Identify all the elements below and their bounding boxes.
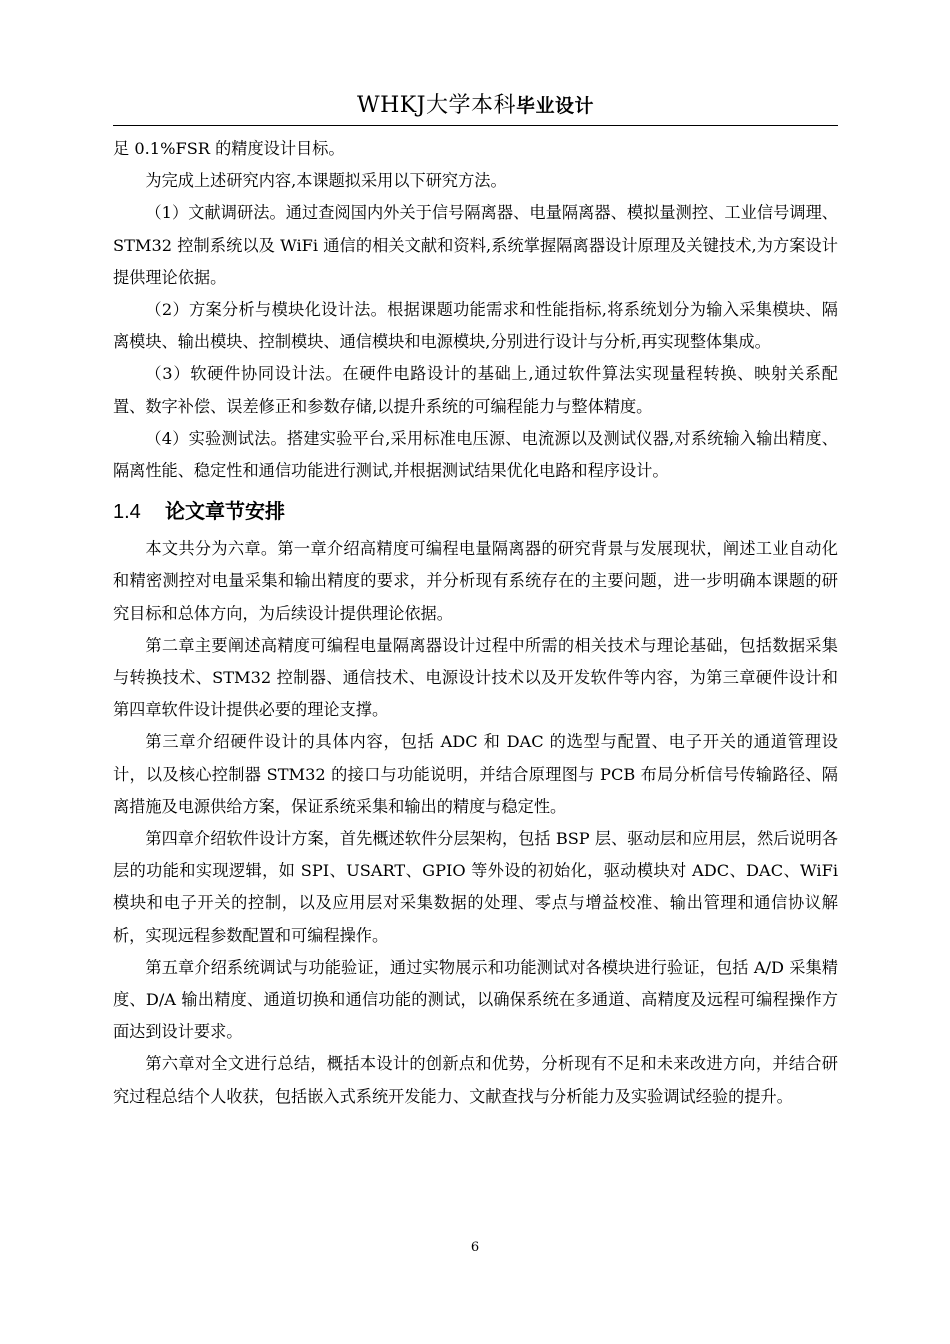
paragraph-method-4: （4）实验测试法。搭建实验平台,采用标准电压源、电流源以及测试仪器,对系统输入输出精度、隔离性能、稳定性和通信功能进行测试,并根据测试结果优化电路和程序设计。 — [113, 428, 838, 481]
paragraph-chapter-4: 第四章介绍软件设计方案，首先概述软件分层架构，包括 BSP 层、驱动层和应用层，然后说明各层的功能和实现逻辑，如 SPI、USART、GPIO 等外设的初始化，驱动模块对 ADC、DAC、WiFi 模块和电子开关的控制，以及应用层对采集数据的处理、零点与增益校准、输出管理和通信协议解析，实现远程参数配置和可编程操作。 — [113, 829, 838, 945]
paragraph-method-1: （1）文献调研法。通过查阅国内外关于信号隔离器、电量隔离器、模拟量测控、工业信号调理、STM32 控制系统以及 WiFi 通信的相关文献和资料,系统掌握隔离器设计原理及关键技术,为方案设计提供理论依据。 — [113, 203, 838, 287]
page-number: 6 — [470, 1240, 480, 1255]
paragraph-continuation: 足 0.1%FSR 的精度设计目标。 — [113, 139, 345, 158]
paragraph-methods-intro: 为完成上述研究内容,本课题拟采用以下研究方法。 — [145, 171, 507, 191]
paragraph-method-2: （2）方案分析与模块化设计法。根据课题功能需求和性能指标,将系统划分为输入采集模块、隔离模块、输出模块、控制模块、通信模块和电源模块,分别进行设计与分析,再实现整体集成。 — [113, 300, 838, 352]
header-title-main: WHKJ大学本科 — [356, 93, 517, 118]
header-title — [357, 93, 594, 118]
section-number: 1.4 — [113, 501, 141, 524]
paragraph-chapter-6: 第六章对全文进行总结，概括本设计的创新点和优势，分析现有不足和未来改进方向，并结合研究过程总结个人收获，包括嵌入式系统开发能力、文献查找与分析能力及实验调试经验的提升。 — [113, 1054, 838, 1106]
paragraph-chapter-overview: 本文共分为六章。第一章介绍高精度可编程电量隔离器的研究背景与发展现状，阐述工业自动化和精密测控对电量采集和输出精度的要求，并分析现有系统存在的主要问题，进一步明确本课题的研究目标和总体方向，为后续设计提供理论依据。 — [113, 539, 838, 623]
page-header — [113, 88, 838, 124]
paragraph-chapter-2: 第二章主要阐述高精度可编程电量隔离器设计过程中所需的相关技术与理论基础，包括数据采集与转换技术、STM32 控制器、通信技术、电源设计技术以及开发软件等内容，为第三章硬件设计和第四章软件设计提供必要的理论支撑。 — [113, 635, 838, 720]
header-title-strong: 毕业设计 — [516, 95, 595, 117]
paragraph-chapter-3: 第三章介绍硬件设计的具体内容，包括 ADC 和 DAC 的选型与配置、电子开关的通道管理设计，以及核心控制器 STM32 的接口与功能说明，并结合原理图与 PCB 布局分析信号传输路径、隔离措施及电源供给方案，保证系统采集和输出的精度与稳定性。 — [113, 732, 838, 816]
paragraph-chapter-5: 第五章介绍系统调试与功能验证，通过实物展示和功能测试对各模块进行验证，包括 A/D 采集精度、D/A 输出精度、通道切换和通信功能的测试，以确保系统在多通道、高精度及远程可编程操作方面达到设计要求。 — [113, 957, 838, 1042]
section-title: 论文章节安排 — [165, 499, 285, 524]
section-heading — [113, 491, 838, 531]
paragraph-method-3: （3）软硬件协同设计法。在硬件电路设计的基础上,通过软件算法实现量程转换、映射关系配置、数字补偿、误差修正和参数存储,以提升系统的可编程能力与整体精度。 — [113, 364, 838, 416]
document-body — [113, 133, 838, 1113]
header-rule — [113, 125, 838, 126]
